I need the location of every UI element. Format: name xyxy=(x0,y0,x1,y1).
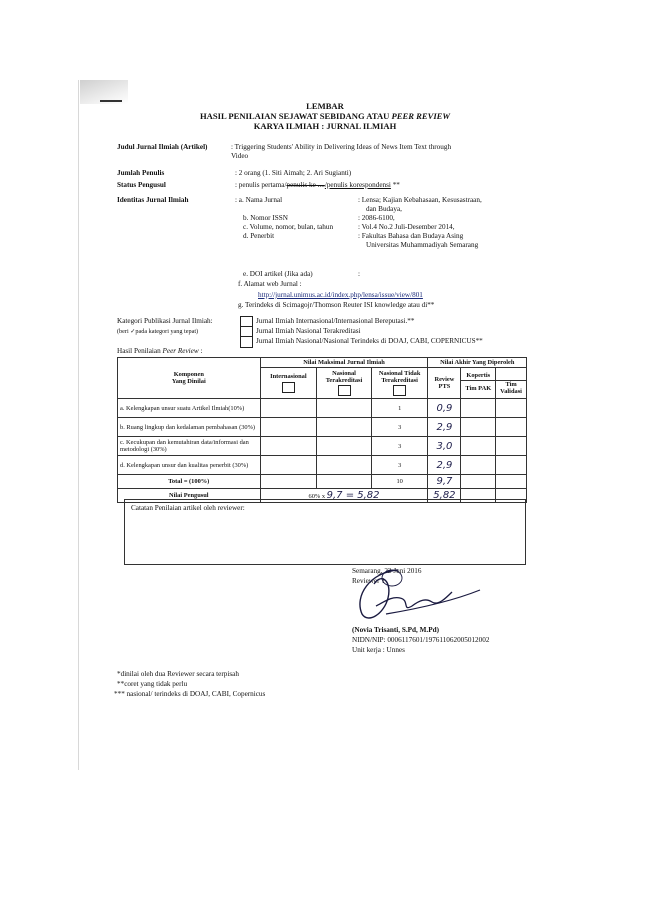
title-lembar: LEMBAR xyxy=(306,101,344,111)
table-row xyxy=(118,437,527,456)
cell xyxy=(496,399,527,418)
row-label: b. Ruang lingkup dan kedalaman pembahasan (30%) xyxy=(118,418,261,437)
signature-image xyxy=(340,562,490,632)
cell xyxy=(317,437,372,456)
total-label: Total = (100%) xyxy=(118,475,261,489)
kategori-checkbox-terindeks[interactable] xyxy=(240,336,253,348)
sign-name: (Novia Trisanti, S.Pd, M.Pd) xyxy=(352,626,439,634)
cell xyxy=(461,437,496,456)
footnote-1: *dinilai oleh dua Reviewer secara terpisah xyxy=(117,670,239,678)
penerbit-value-cont: Universitas Muhammadiyah Semarang xyxy=(366,241,479,249)
cell xyxy=(260,456,317,475)
cell xyxy=(317,418,372,437)
row-label: d. Kelengkapan unsur dan kualitas penerbit (30%) xyxy=(118,456,261,475)
row-max: 3 xyxy=(371,456,428,475)
pts-text: PTS xyxy=(438,383,451,390)
nasional-text: Nasional xyxy=(332,370,356,377)
status-struck-part: penulis ke .... xyxy=(286,181,325,189)
cell xyxy=(496,418,527,437)
komponen-text: Komponen xyxy=(173,371,204,378)
internasional-header xyxy=(260,368,317,399)
nasional-header xyxy=(317,368,372,399)
nilai-pengusul-review: 5,82 xyxy=(428,489,461,503)
nilai-calc-handwritten: 9,7 = 5,82 xyxy=(326,490,380,501)
terakreditasi-text-2: Terakreditasi xyxy=(381,377,418,384)
nama-jurnal-value-cont: dan Budaya, xyxy=(366,205,402,213)
hasil-text: Hasil Penilaian xyxy=(117,347,163,355)
tim-validasi-header xyxy=(496,368,527,399)
title-italic-part: PEER REVIEW xyxy=(391,111,451,121)
nama-jurnal-value: : Lensa; Kajian Kebahasaan, Kesusastraan, xyxy=(358,196,482,204)
cell xyxy=(260,399,317,418)
row-review: 0,9 xyxy=(428,399,461,418)
cell xyxy=(317,475,372,489)
cell xyxy=(496,475,527,489)
cell xyxy=(496,437,527,456)
kategori-option-1: Jurnal Ilmiah Internasional/Internasional Bereputasi.** xyxy=(256,317,415,325)
row-max: 3 xyxy=(371,418,428,437)
cell xyxy=(461,399,496,418)
judul-value-cont: Video xyxy=(231,152,249,160)
komponen-header xyxy=(118,358,261,399)
hasil-colon: : xyxy=(198,347,203,355)
validasi-text: Validasi xyxy=(500,388,522,395)
total-max: 10 xyxy=(371,475,428,489)
nasional-checkbox[interactable] xyxy=(338,385,351,396)
row-review: 2,9 xyxy=(428,418,461,437)
web-label: f. Alamat web Jurnal : xyxy=(238,280,302,288)
jumlah-value: : 2 orang (1. Siti Aimah; 2. Ari Sugianti) xyxy=(235,169,352,177)
kopertis-text: Kopertis xyxy=(461,371,495,381)
internasional-checkbox[interactable] xyxy=(282,382,295,393)
status-struck-part-2: /penulis korespondensi xyxy=(324,181,391,189)
status-stars: ** xyxy=(390,181,400,189)
nasional-tidak-text: Nasional Tidak xyxy=(378,370,421,377)
internasional-text: Internasional xyxy=(270,373,307,380)
total-review: 9,7 xyxy=(428,475,461,489)
title-karya-ilmiah: KARYA ILMIAH : JURNAL ILMIAH xyxy=(253,121,397,131)
indexed-label: g. Terindeks di Scimagojr/Thomson Reuter ISI knowledge atau di** xyxy=(238,301,435,309)
title-part: HASIL PENILAIAN SEJAWAT SEBIDANG ATAU xyxy=(199,111,392,121)
table-header-row-1 xyxy=(118,358,527,368)
row-review: 2,9 xyxy=(428,456,461,475)
tim-text: Tim xyxy=(505,381,517,388)
table-row xyxy=(118,399,527,418)
penerbit-label: d. Penerbit xyxy=(243,232,275,240)
status-value xyxy=(235,181,400,190)
volume-value: : Vol.4 No.2 Juli-Desember 2014, xyxy=(358,223,455,231)
cell xyxy=(317,456,372,475)
nasional-tidak-header xyxy=(371,368,428,399)
row-label: c. Kecukupan dan kemutahiran data/informasi dan metodologi (30%) xyxy=(118,437,261,456)
review-text: Review xyxy=(434,376,455,383)
nasional-tidak-checkbox[interactable] xyxy=(393,385,406,396)
cell xyxy=(461,418,496,437)
catatan-label: Catatan Penilaian artikel oleh reviewer: xyxy=(131,504,245,512)
cell xyxy=(260,437,317,456)
total-row xyxy=(118,475,527,489)
cell xyxy=(461,456,496,475)
status-part: : penulis pertama/ xyxy=(235,181,287,189)
judul-label: Judul Jurnal Ilmiah (Artikel) xyxy=(117,143,208,151)
footnote-3: *** nasional/ terindeks di DOAJ, CABI, Copernicus xyxy=(114,690,266,698)
hasil-label xyxy=(117,347,202,356)
row-label: a. Kelengkapan unsur suatu Artikel Ilmiah(10%) xyxy=(118,399,261,418)
jumlah-label: Jumlah Penulis xyxy=(117,169,165,177)
table-row xyxy=(118,418,527,437)
review-pts-header xyxy=(428,368,461,399)
penerbit-value: : Fakultas Bahasa dan Budaya Asing xyxy=(358,232,464,240)
kategori-option-3: Jurnal Ilmiah Nasional/Nasional Terindeks di DOAJ, CABI, COPERNICUS** xyxy=(256,337,483,345)
doi-label: e. DOI artikel (Jika ada) xyxy=(243,270,313,278)
doi-value: : xyxy=(358,270,360,278)
volume-label: c. Volume, nomor, bulan, tahun xyxy=(243,223,334,231)
cell xyxy=(317,399,372,418)
nama-jurnal-label: : a. Nama Jurnal xyxy=(235,196,283,204)
kopertis-header xyxy=(461,368,496,399)
issn-label: b. Nomor ISSN xyxy=(243,214,288,222)
judul-value: : Triggering Students' Ability in Delivering Ideas of News Item Text through xyxy=(231,143,452,151)
kategori-option-2: Jurnal Ilmiah Nasional Terakreditasi xyxy=(256,327,361,335)
nilai-maks-header: Nilai Maksimal Jurnal Ilmiah xyxy=(260,358,428,368)
sign-unit: Unit kerja : Unnes xyxy=(352,646,405,654)
issn-value: : 2086-6100, xyxy=(358,214,395,222)
tim-pak-text: Tim PAK xyxy=(465,384,492,392)
cell xyxy=(260,475,317,489)
kategori-label: Kategori Publikasi Jurnal Ilmiah: xyxy=(117,317,213,325)
catatan-box xyxy=(124,499,526,565)
cell xyxy=(496,456,527,475)
web-link[interactable]: http://jurnal.unimus.ac.id/index.php/lensa/issue/view/801 xyxy=(258,291,423,299)
nilai-pengusul-label: Nilai Pengusul xyxy=(118,489,261,503)
sign-nidn: NIDN/NIP: 0006117601/197611062005012002 xyxy=(352,636,490,644)
row-review: 3,0 xyxy=(428,437,461,456)
nilai-calc-prefix: 60% x xyxy=(308,493,327,500)
yang-dinilai-text: Yang Dinilai xyxy=(171,378,206,385)
nilai-akhir-header: Nilai Akhir Yang Diperoleh xyxy=(428,358,527,368)
kategori-sublabel: (beri ✓pada kategori yang tepat) xyxy=(117,328,199,335)
sign-place-date: Semarang, 22 Juni 2016 xyxy=(352,567,422,575)
cell xyxy=(260,418,317,437)
hasil-italic: Peer Review xyxy=(162,347,199,355)
identitas-label: Identitas Jurnal Ilmiah xyxy=(117,196,189,204)
cell xyxy=(461,475,496,489)
scan-edge xyxy=(78,80,79,770)
title-hasil-penilaian xyxy=(0,111,650,121)
row-max: 3 xyxy=(371,437,428,456)
terakreditasi-text: Terakreditasi xyxy=(325,377,363,384)
footnote-2: **coret yang tidak perlu xyxy=(117,680,188,688)
kopertis-span xyxy=(496,371,526,381)
score-table xyxy=(117,357,527,503)
table-row xyxy=(118,456,527,475)
sign-reviewer: Reviewer 1 xyxy=(352,577,385,585)
status-label: Status Pengusul xyxy=(117,181,166,189)
row-max: 1 xyxy=(371,399,428,418)
